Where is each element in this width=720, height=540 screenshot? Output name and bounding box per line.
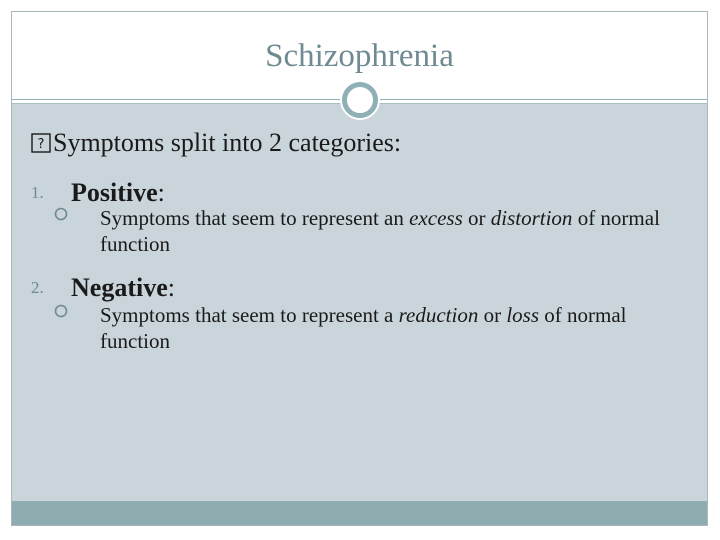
- sub-text-post: of normal function: [100, 206, 660, 256]
- list-number: 1.: [31, 183, 44, 202]
- sub-text-pre: Symptoms that seem to represent a: [100, 303, 399, 327]
- list-label-bold: Negative: [71, 273, 168, 302]
- list-label-bold: Positive: [71, 178, 158, 207]
- list-label: [71, 178, 165, 207]
- list-number: 2.: [31, 278, 44, 297]
- slide: [11, 11, 708, 526]
- list-item-positive: [31, 178, 165, 208]
- list-item-negative: [31, 273, 175, 303]
- list-label: [71, 273, 175, 302]
- sub-text-mid: or: [478, 303, 507, 327]
- ring-bullet-icon: [54, 207, 68, 221]
- ring-bullet-icon: [54, 304, 68, 318]
- sub-text-emphasis: reduction: [398, 303, 479, 327]
- sub-item-text: [100, 302, 700, 354]
- sub-item-text: [100, 205, 700, 257]
- list-label-colon: :: [167, 273, 175, 302]
- sub-text-mid: or: [462, 206, 491, 230]
- sub-text-post: of normal function: [100, 303, 627, 353]
- heading-text: Symptoms split into 2 categories:: [53, 128, 402, 157]
- circle-ornament-icon: [342, 82, 378, 118]
- replacement-character-icon: [31, 133, 51, 153]
- slide-title: Schizophrenia: [265, 38, 454, 74]
- sub-text-emphasis: distortion: [490, 206, 573, 230]
- sub-text-pre: Symptoms that seem to represent an: [100, 206, 410, 230]
- sub-text-emphasis: excess: [409, 206, 463, 230]
- list-label-colon: :: [157, 178, 165, 207]
- footer-bar: [12, 501, 707, 525]
- sub-text-emphasis: loss: [506, 303, 540, 327]
- svg-text:?: ?: [37, 137, 45, 152]
- content-heading: [31, 128, 401, 158]
